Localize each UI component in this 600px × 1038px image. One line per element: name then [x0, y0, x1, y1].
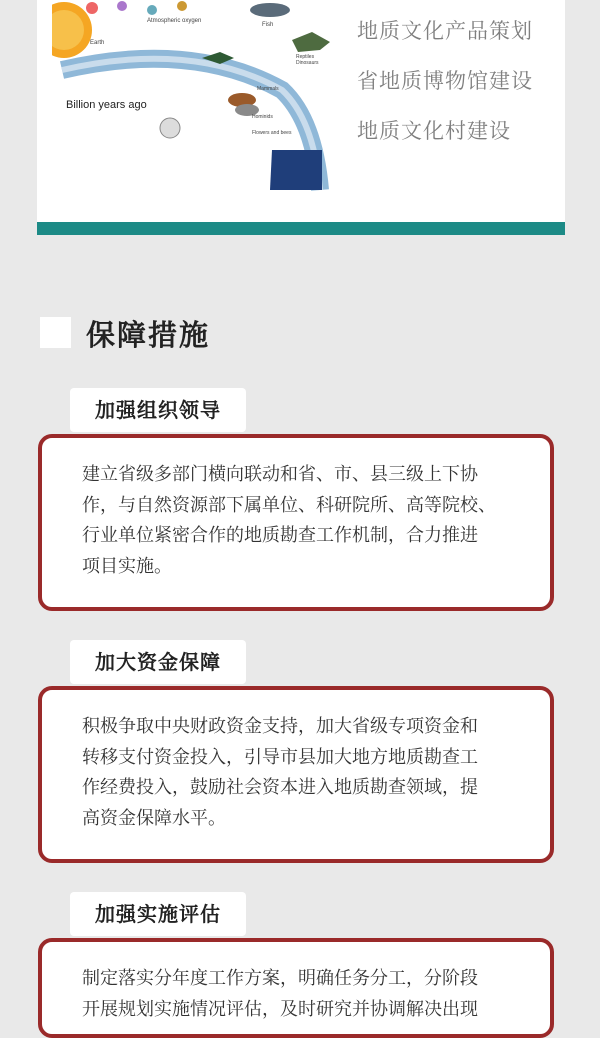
measure-box-evaluation: [38, 938, 554, 1038]
svg-text:Flowers and bees: Flowers and bees: [252, 130, 292, 136]
section-marker: [40, 317, 71, 348]
svg-text:Atmospheric oxygen: Atmospheric oxygen: [147, 18, 202, 24]
section-title: 保障措施: [86, 318, 211, 352]
tag-funding: 加大资金保障: [70, 640, 246, 684]
measure-box-organization: [38, 434, 554, 611]
text-line: 积极争取中央财政资金支持，加大省级专项资金和: [82, 716, 478, 737]
text-line: 制定落实分年度工作方案，明确任务分工，分阶段: [82, 968, 478, 989]
text-line: 项目实施。: [82, 555, 172, 577]
text-line: 行业单位紧密合作的地质勘查工作机制，合力推进: [82, 525, 478, 546]
text-line: 开展规划实施情况评估，及时研究并协调解决出现: [82, 998, 478, 1020]
tag-evaluation: 加强实施评估: [70, 892, 246, 936]
svg-text:Dinosaurs: Dinosaurs: [296, 60, 319, 66]
teal-divider: [37, 222, 565, 235]
tag-organization: 加强组织领导: [70, 388, 246, 432]
svg-text:Mammals: Mammals: [257, 86, 279, 92]
svg-text:Reptiles: Reptiles: [296, 54, 315, 60]
axis-label: Billion years ago: [66, 99, 147, 111]
dinosaur-icon: [292, 32, 330, 52]
measure-box-funding: [38, 686, 554, 863]
svg-text:Fish: Fish: [262, 22, 274, 28]
svg-text:Earth: Earth: [90, 40, 105, 46]
fish-icon: [250, 3, 290, 17]
text-line: 作经费投入，鼓励社会资本进入地质勘查领域，提: [82, 777, 478, 798]
text-line: 高资金保障水平。: [82, 807, 226, 829]
list-item-product-planning: 地质文化产品策划: [357, 19, 533, 43]
text-line: 作，与自然资源部下属单位、科研院所、高等院校、: [82, 494, 496, 516]
geologic-time-illustration: [52, 0, 330, 198]
svg-text:Hominids: Hominids: [252, 114, 273, 120]
list-item-village-building: 地质文化村建设: [357, 119, 511, 143]
list-item-museum-building: 省地质博物馆建设: [357, 69, 533, 93]
text-line: 建立省级多部门横向联动和省、市、县三级上下协: [82, 464, 478, 485]
text-line: 转移支付资金投入，引导市县加大地方地质勘查工: [82, 746, 478, 768]
skull-icon: [160, 118, 180, 138]
present-era-block: [270, 150, 322, 190]
